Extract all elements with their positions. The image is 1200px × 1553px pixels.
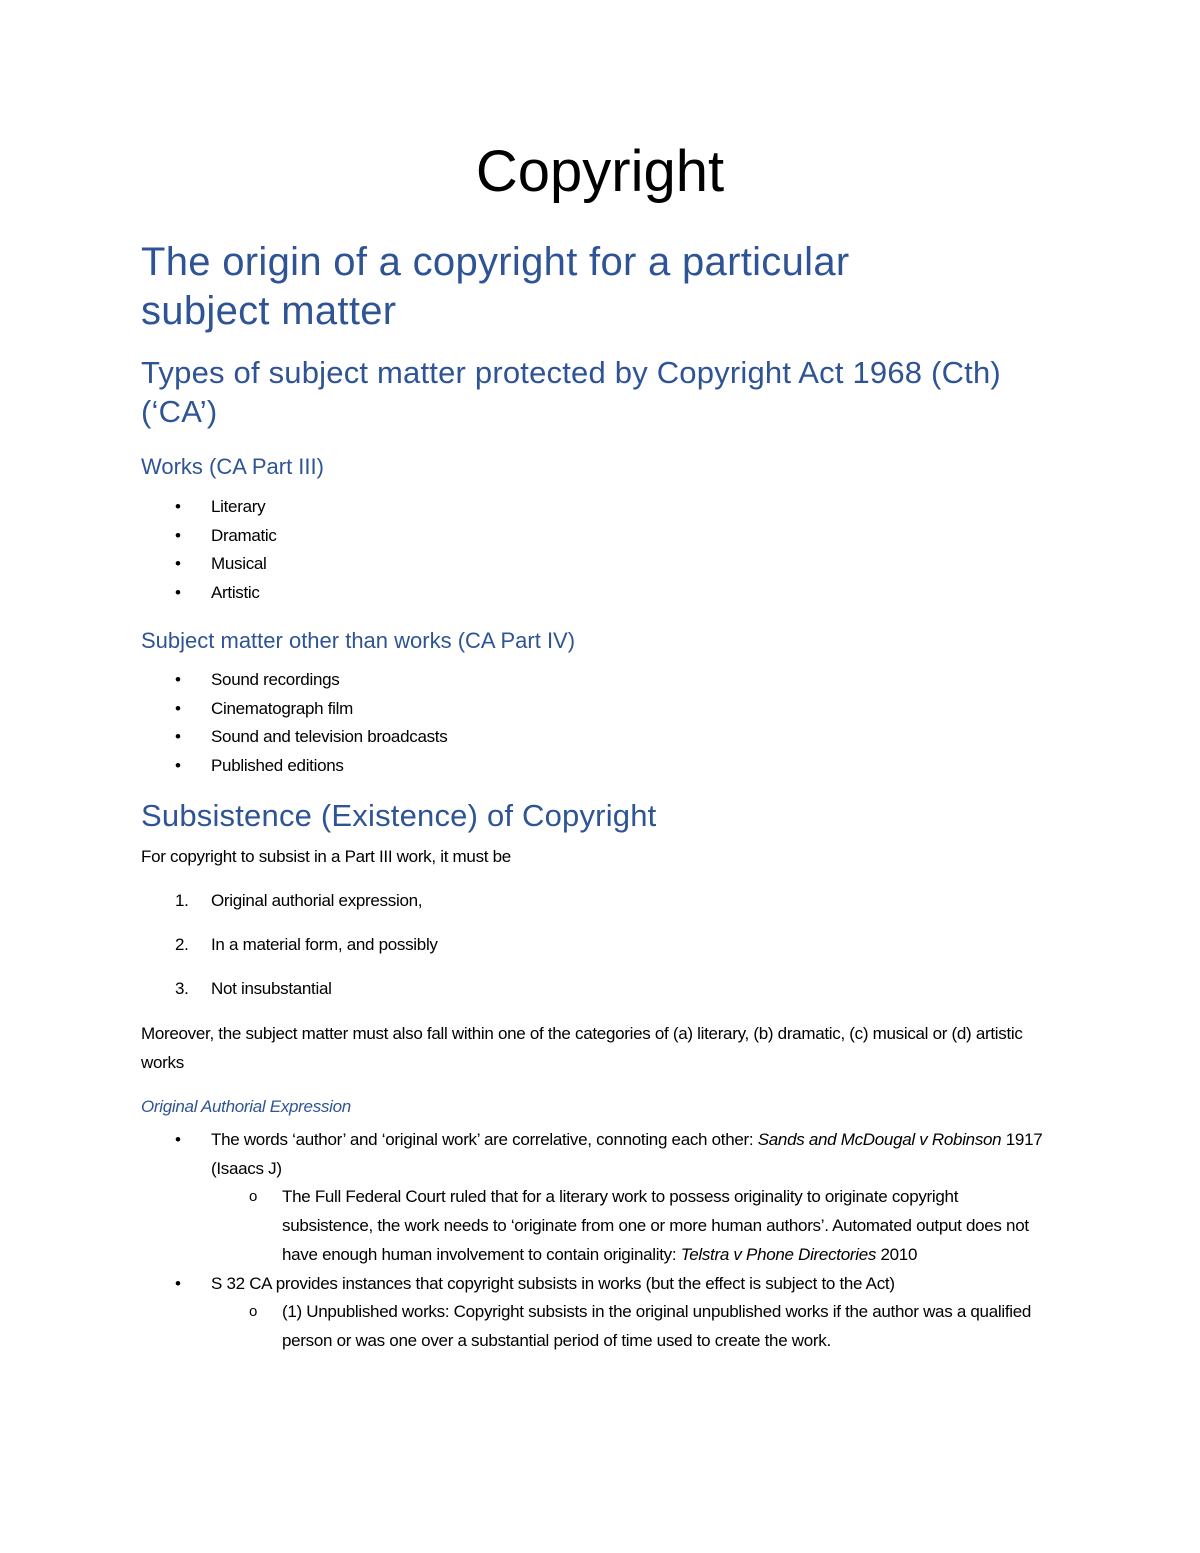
item-text: Artistic (211, 583, 260, 603)
bullet-icon: • (175, 554, 181, 574)
item-text: 2010 (876, 1244, 918, 1264)
heading-other-subject-matter: Subject matter other than works (CA Part IV) (141, 628, 576, 653)
other-list (141, 666, 1060, 781)
list-number: 1. (175, 891, 189, 910)
item-text: In a material form, and possibly (211, 935, 438, 955)
sub-list-item (141, 1183, 1050, 1269)
item-text: Sound and television broadcasts (211, 727, 448, 747)
heading-original-authorial-expression: Original Authorial Expression (141, 1097, 351, 1116)
item-text: 1917 (Isaacs J) (211, 1130, 1043, 1178)
requirements-list (141, 887, 1060, 1020)
item-text: S 32 CA provides instances that copyright subsists in works (but the effect is subject to the Act) (211, 1273, 895, 1293)
list-item (141, 887, 1060, 916)
bullet-icon: • (175, 727, 181, 747)
heading-types: Types of subject matter protected by Copyright Act 1968 (Cth) (‘CA’) (141, 355, 1001, 429)
list-item (141, 522, 1060, 551)
bullet-icon: • (175, 1273, 181, 1293)
moreover-paragraph: Moreover, the subject matter must also fall within one of the categories of (a) literary, (b) dramatic, (c) musical or (d) artistic works (141, 1024, 1023, 1072)
list-item (141, 752, 1060, 781)
original-list (141, 1126, 1050, 1356)
item-text: Literary (211, 497, 266, 516)
list-item (141, 695, 1060, 724)
document-title: Copyright (475, 139, 725, 204)
subsistence-intro: For copyright to subsist in a Part III work, it must be (141, 847, 511, 866)
heading-works: Works (CA Part III) (141, 454, 324, 479)
list-item (141, 975, 1060, 1004)
list-item (141, 666, 1060, 695)
bullet-icon: • (175, 583, 181, 603)
case-name: Sands and McDougal v Robinson (757, 1130, 1002, 1149)
bullet-icon: • (175, 1130, 181, 1149)
list-number: 3. (175, 979, 189, 999)
item-text: Not insubstantial (211, 979, 332, 999)
bullet-icon: • (175, 670, 181, 689)
item-text: Dramatic (211, 525, 277, 545)
list-item (141, 1270, 1050, 1299)
list-item (141, 723, 1060, 752)
list-item (141, 550, 1060, 579)
sub-bullet-icon: o (249, 1303, 258, 1321)
bullet-icon: • (175, 525, 181, 545)
heading-subsistence: Subsistence (Existence) of Copyright (141, 798, 657, 833)
item-text: Musical (211, 554, 267, 574)
sub-bullet-icon: o (249, 1188, 258, 1206)
works-list (141, 493, 1060, 608)
item-text: Original authorial expression, (211, 891, 423, 910)
item-text: (1) Unpublished works: Copyright subsists in the original unpublished works if the author was a qualified person or was one over a substantial period of time used to create the work. (282, 1302, 1032, 1350)
list-item (141, 493, 1060, 522)
case-name: Telstra v Phone Directories (680, 1244, 877, 1264)
bullet-icon: • (175, 756, 181, 776)
bullet-icon: • (175, 497, 181, 516)
sub-list-item (141, 1298, 1050, 1355)
item-text: Cinematograph film (211, 698, 353, 718)
item-text: Sound recordings (211, 670, 340, 689)
list-item (141, 1126, 1050, 1183)
list-item (141, 579, 1060, 608)
item-text: Published editions (211, 756, 344, 776)
bullet-icon: • (175, 698, 181, 718)
item-text: The Full Federal Court ruled that for a literary work to possess originality to originate copyright subsistence, the work needs to ‘originate from one or more human authors’. Automated output does not have enough human involvement to contain originality: (282, 1187, 1029, 1264)
list-item (141, 931, 1060, 960)
heading-origin: The origin of a copyright for a particular subject matter (141, 240, 850, 333)
item-text: The words ‘author’ and ‘original work’ are correlative, connoting each other: (211, 1130, 758, 1149)
list-number: 2. (175, 935, 189, 955)
